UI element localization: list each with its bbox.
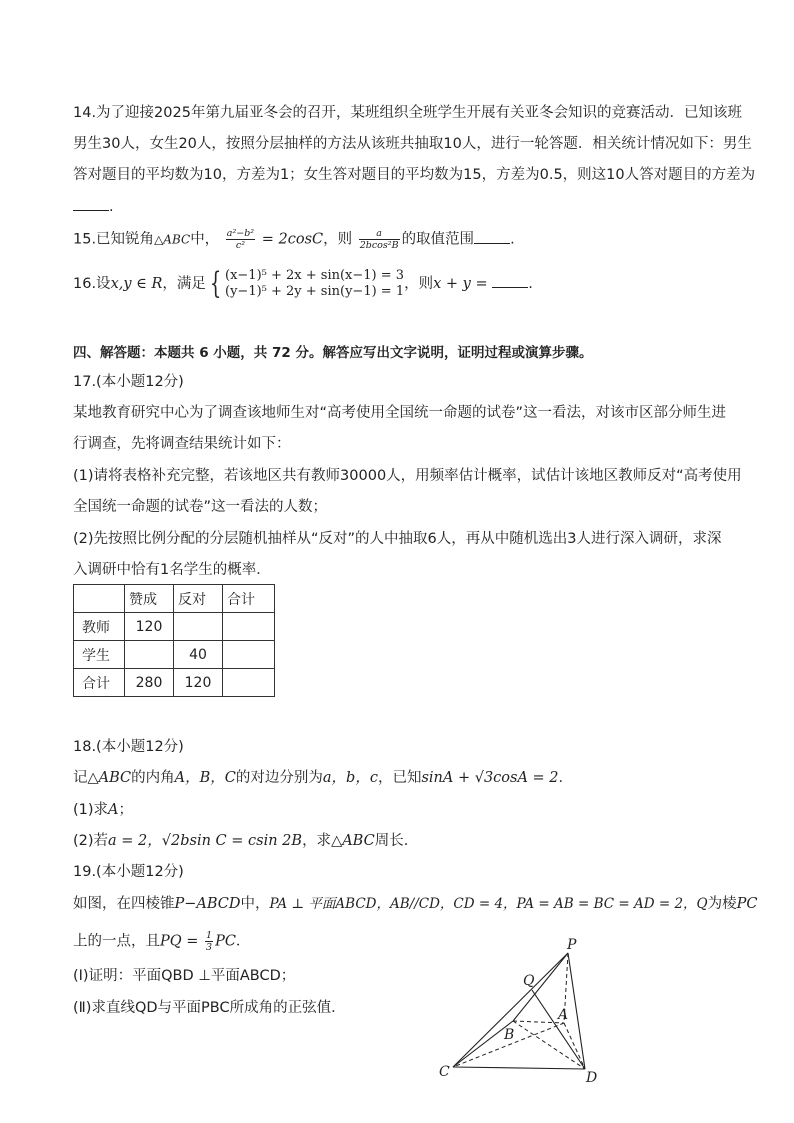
q15-fraction-1: $\frac{\text{a²−b²}}{\text{c²}}$	[226, 228, 255, 251]
table-cell: 120	[125, 613, 174, 641]
section-heading: 四、解答题：本题共 6 小题，共 72 分。解答应写出文字说明，证明过程或演算步骤。	[73, 345, 593, 361]
q14-line-1: 14.为了迎接2025年第九届亚冬会的召开，某班组织全班学生开展有关亚冬会知识的竞赛活动．已知该班	[73, 105, 742, 121]
q16-prefix: 16.设	[73, 276, 111, 292]
table-row	[74, 669, 275, 697]
q15-line: 15.已知锐角△ABC中， $\frac{\text{a²−b²}}{\text{c²}}$ = 2cosC，则 $\frac{a}{\text{2bcos²B}}$ 的取值范围 .	[73, 228, 515, 251]
table-header-cell: 反对	[174, 585, 223, 613]
q19-part1: (Ⅰ)证明：平面QBD ⊥平面ABCD；	[73, 968, 296, 984]
label-b: B	[504, 1027, 515, 1043]
table-cell: 120	[174, 669, 223, 697]
table-cell	[223, 669, 275, 697]
pyramid-diagram	[430, 935, 610, 1090]
q19-part2: (Ⅱ)求直线QD与平面PBC所成角的正弦值．	[73, 1000, 346, 1016]
table-cell: 学生	[74, 641, 125, 669]
table-cell	[223, 641, 275, 669]
segment-qd	[532, 990, 585, 1069]
q19-head: 19.(本小题12分)	[73, 864, 184, 880]
q14-line-2: 男生30人，女生20人，按照分层抽样的方法从该班共抽取10人，进行一轮答题．相关统计情况如下：男生	[73, 136, 752, 152]
q15-mid2: ，则	[323, 231, 353, 248]
label-c: C	[439, 1064, 450, 1080]
q17-p1b: 行调查，先将调查结果统计如下：	[73, 436, 291, 452]
survey-table	[73, 584, 275, 697]
q16-mid: ，满足	[162, 276, 206, 292]
q15-prefix: 15.已知锐角	[73, 231, 155, 248]
q19-fraction: $\frac{1}{3}$	[206, 930, 213, 953]
q15-equation: = 2cosC	[261, 231, 324, 248]
q16-mid2: ，则	[404, 276, 434, 292]
q18-p1: 记△ABC的内角A，B，C的对边分别为a，b，c，已知sinA + √3cosA = 2．	[73, 770, 574, 786]
q14-period: .	[109, 199, 114, 215]
q17-head: 17.(本小题12分)	[73, 374, 184, 390]
q16-system	[225, 268, 404, 300]
q14-line-3: 答对题目的平均数为10，方差为1；女生答对题目的平均数为15，方差为0.5，则这10人答对题目的方差为	[73, 167, 756, 183]
table-cell: 合计	[74, 669, 125, 697]
table-cell	[125, 641, 174, 669]
q17-p2b: 全国统一命题的试卷”这一看法的人数；	[73, 499, 328, 515]
q15-suffix: 的取值范围	[401, 231, 475, 248]
edge-ab	[513, 1021, 564, 1023]
table-header-cell: 赞成	[125, 585, 174, 613]
label-d: D	[586, 1070, 598, 1086]
q15-mid1: 中，	[190, 231, 220, 248]
q18-p2: (1)求A；	[73, 802, 134, 818]
q14-line-4	[73, 196, 114, 217]
table-row	[74, 641, 275, 669]
q18-p3: (2)若a = 2，√2bsin C = csin 2B，求△ABC周长．	[73, 833, 419, 849]
q17-p3b: 入调研中恰有1名学生的概率．	[73, 562, 271, 578]
q18-head: 18.(本小题12分)	[73, 739, 184, 755]
label-p: P	[567, 937, 577, 953]
q17-p3a: (2)先按照比例分配的分层随机抽样从“反对”的人中抽取6人，再从中随机选出3人进行深入调研，求深	[73, 531, 722, 547]
q16-eq2: (y−1)⁵ + 2y + sin(y−1) = 1	[225, 284, 405, 299]
q19-p1: 如图，在四棱锥P−ABCD中，PA ⊥ 平面ABCD，AB//CD，CD = 4，PA = AB = BC = AD = 2，Q为棱PC	[73, 896, 758, 912]
edge-cd	[453, 1067, 585, 1069]
q16-vars: x,y ∈ R	[110, 276, 163, 292]
edge-pd	[568, 953, 585, 1069]
q19-p2: 上的一点，且PQ = $\frac{1}{3}$ PC．	[73, 930, 251, 953]
q16-line: 16.设x,y ∈ R，满足 { (x−1)⁵ + 2x + sin(x−1) = 3 (y−1)⁵ + 2y + sin(y−1) = 1 ，则x + y = .	[73, 266, 533, 301]
table-header-cell	[74, 585, 125, 613]
q15-triangle: △ABC	[154, 232, 191, 247]
table-cell: 280	[125, 669, 174, 697]
table-cell: 40	[174, 641, 223, 669]
answer-blank	[73, 196, 109, 211]
label-q: Q	[523, 973, 535, 989]
table-cell	[174, 613, 223, 641]
table-header-cell: 合计	[223, 585, 275, 613]
answer-blank	[474, 229, 510, 244]
table-cell: 教师	[74, 613, 125, 641]
q17-p1a: 某地教育研究中心为了调查该地师生对“高考使用全国统一命题的试卷”这一看法，对该市区部分师生进	[73, 405, 727, 421]
q16-eq1: (x−1)⁵ + 2x + sin(x−1) = 3	[225, 268, 405, 283]
answer-blank	[492, 273, 528, 288]
q15-fraction-2: $\frac{a}{\text{2bcos²B}}$	[359, 228, 399, 251]
label-a: A	[558, 1007, 569, 1023]
table-row	[74, 613, 275, 641]
edge-pc	[453, 953, 568, 1067]
q17-p2a: (1)请将表格补充完整，若该地区共有教师30000人，用频率估计概率，试估计该地区教师反对“高考使用	[73, 468, 742, 484]
table-row	[74, 585, 275, 613]
left-brace-icon: {	[209, 266, 222, 301]
table-cell	[223, 613, 275, 641]
q16-expr: x + y =	[433, 276, 488, 292]
